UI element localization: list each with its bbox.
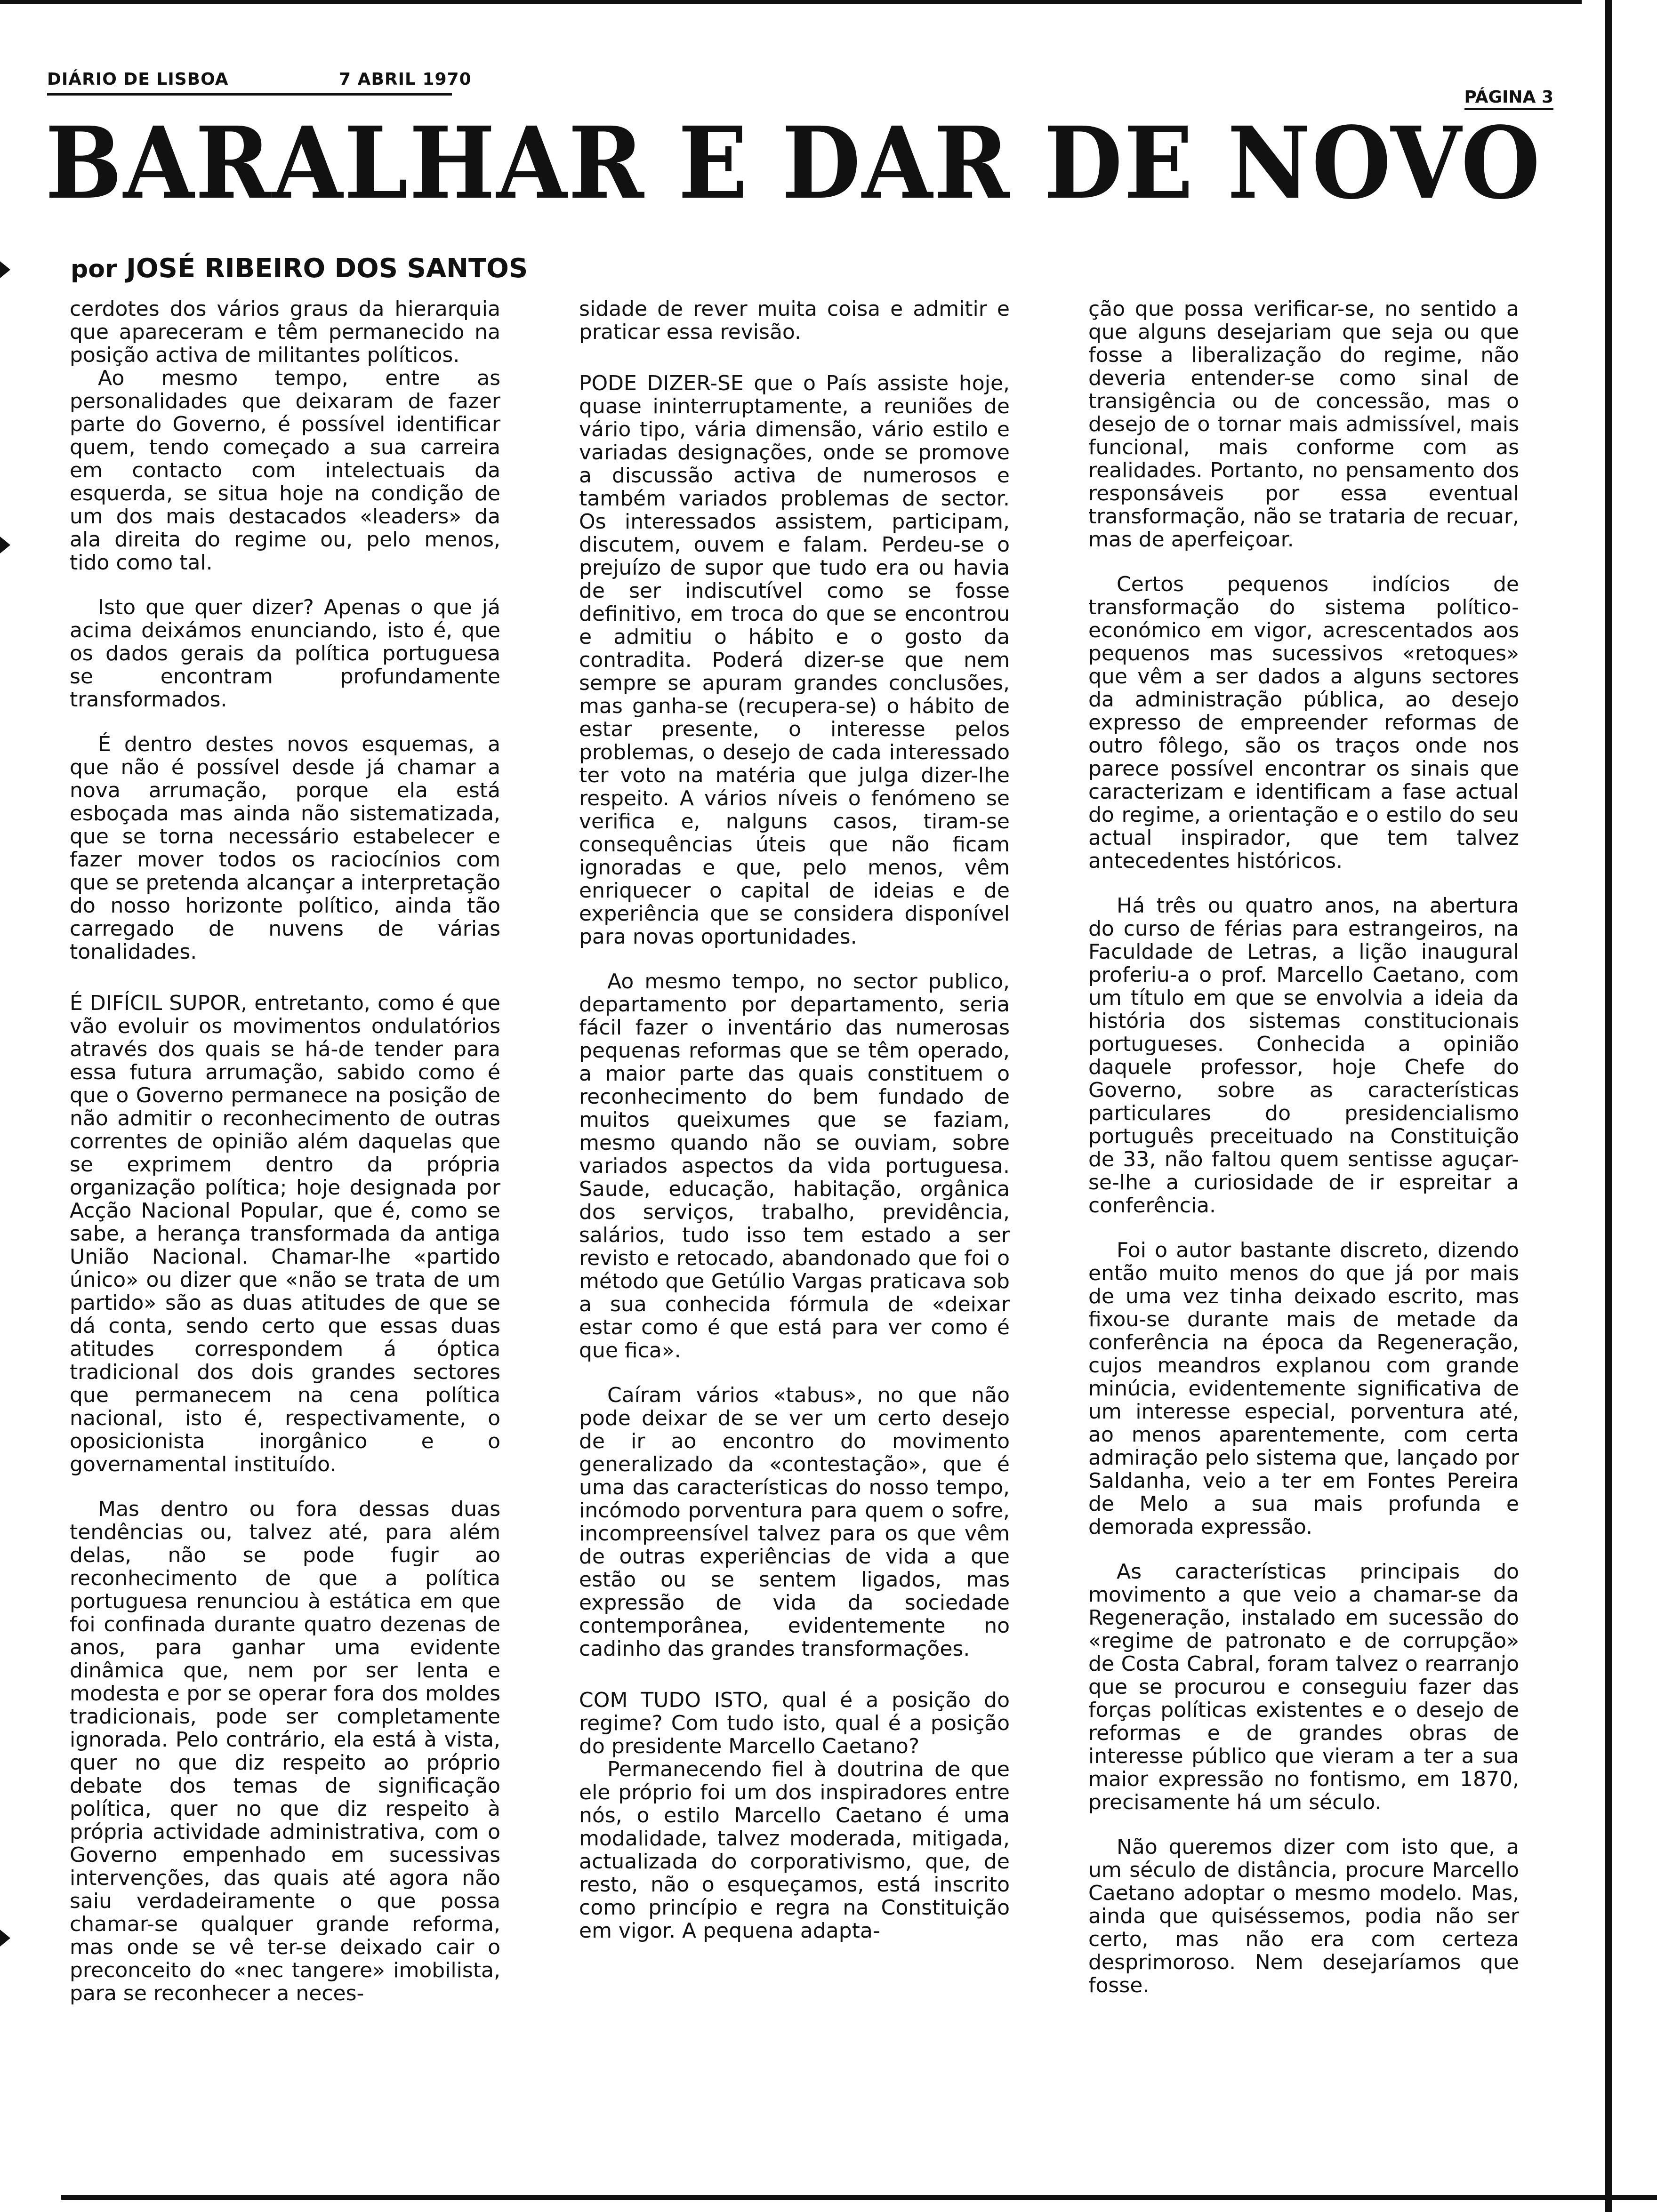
article-paragraph: Foi o autor bastante discreto, dizendo então muito menos do que já por mais de uma vez tinha deixado escrito, mas fixou-se durante mais de metade da conferência na época da Regeneração, cujos meandros explanou com grande minúcia, evidentemente significativa de um interesse especial, porventura até, ao menos aparentemente, com certa admiração pelo sistema que, lançado por Saldanha, veio a ter em Fontes Pereira de Melo a sua mais profunda e demorada expressão. (1088, 1238, 1519, 1539)
scan-edge-bottom (61, 2195, 1657, 2200)
article-paragraph: As características principais do movimento a que veio a chamar-se da Regeneração, instalado em sucessão do «regime de patronato e de corrupção» de Costa Cabral, foram talvez o rearranjo que se procurou e conseguiu fazer das forças políticas existentes e o desejo de reformas e de grandes obras de interesse público que vieram a ter a sua maior expressão no fontismo, em 1870, precisamente há um século. (1088, 1560, 1519, 1814)
article-paragraph: PODE DIZER-SE que o País assiste hoje, quase ininterruptamente, a reuniões de vário tipo, vária dimensão, vário estilo e variadas designações, onde se promove a discussão activa de numerosos e também variados problemas de sector. Os interessados assistem, participam, discutem, ouvem e falam. Perdeu-se o prejuízo de supor que tudo era ou havia de ser indiscutível como se fosse definitivo, em troca do que se encontrou e admitiu o hábito e o gosto da contradita. Poderá dizer-se que nem sempre se apuram grandes conclusões, mas ganha-se (recupera-se) o hábito de estar presente, o interesse pelos problemas, o desejo de cada interessado ter voto na matéria que julga dizer-lhe respeito. A vários níveis o fenómeno se verifica e, nalguns casos, tiram-se consequências úteis que não ficam ignoradas e que, pelo menos, vêm enriquecer o capital de ideias e de experiência que se considera disponível para novas oportunidades. (579, 371, 1010, 949)
headline: BARALHAR E DAR DE NOVO (45, 105, 1542, 221)
scan-edge-top (0, 0, 1582, 4)
article-column-1 (70, 297, 500, 2027)
article-paragraph: Isto que quer dizer? Apenas o que já acima deixámos enunciando, isto é, que os dados gerais da política portuguesa se encontram profundamente transformados. (70, 595, 500, 712)
article-paragraph: Ao mesmo tempo, entre as personalidades que deixaram de fazer parte do Governo, é possível identificar quem, tendo começado a sua carreira em contacto com intelectuais da esquerda, se situa hoje na condição de um dos mais destacados «leaders» da ala direita do regime ou, pelo menos, tido como tal. (70, 366, 500, 575)
article-paragraph: Há três ou quatro anos, na abertura do curso de férias para estrangeiros, na Faculdade de Letras, a lição inaugural proferiu-a o prof. Marcello Caetano, com um título em que se envolvia a ideia da história dos sistemas constitucionais portugueses. Conhecida a opinião daquele professor, hoje Chefe do Governo, sobre as características particulares do presidencialismo português preceituado na Constituição de 33, não faltou quem sentisse aguçar-se-lhe a curiosidade de ir espreitar a conferência. (1088, 894, 1519, 1218)
article-paragraph: Permanecendo fiel à doutrina de que ele próprio foi um dos inspiradores entre nós, o estilo Marcello Caetano é uma modalidade, talvez moderada, mitigada, actualizada do corporativismo, que, de resto, não o esqueçamos, está inscrito como princípio e regra na Constituição em vigor. A pequena adapta- (579, 1757, 1010, 1943)
article-paragraph: sidade de rever muita coisa e admitir e praticar essa revisão. (579, 297, 1010, 344)
margin-marker (0, 261, 10, 278)
byline-prefix: por (71, 255, 117, 283)
article-paragraph: Caíram vários «tabus», no que não pode deixar de se ver um certo desejo de ir ao encontro do movimento generalizado da «contestação», que é uma das características do nosso tempo, incómodo porventura para quem o sofre, incompreensível talvez para os que vêm de outras experiências de vida a que estão ou se sentem ligados, mas expressão de vida da sociedade contemporânea, evidentemente no cadinho das grandes transformações. (579, 1383, 1010, 1661)
article-paragraph: É dentro destes novos esquemas, a que não é possível desde já chamar a nova arrumação, porque ela está esboçada mas ainda não sistematizada, que se torna necessário estabelecer e fazer mover todos os raciocínios com que se pretenda alcançar a interpretação do nosso horizonte político, ainda tão carregado de nuvens de várias tonalidades. (70, 732, 500, 964)
article-column-3 (1088, 297, 1519, 2019)
article-paragraph: É DIFÍCIL SUPOR, entretanto, como é que vão evoluir os movimentos ondulatórios através dos quais se há-de tender para essa futura arrumação, sabido como é que o Governo permanece na posição de não admitir o reconhecimento de outras correntes de opinião além daquelas que se exprimem dentro da própria organização política; hoje designada por Acção Nacional Popular, que é, como se sabe, a herança transformada da antiga União Nacional. Chamar-lhe «partido único» ou dizer que «não se trata de um partido» são as duas atitudes de que se dá conta, sendo certo que essas duas atitudes correspondem á óptica tradicional dos dois grandes sectores que permanecem na cena política nacional, isto é, respectivamente, o oposicionista inorgânico e o governamental instituído. (70, 991, 500, 1476)
article-paragraph: COM TUDO ISTO, qual é a posição do regime? Com tudo isto, qual é a posição do presidente Marcello Caetano? (579, 1688, 1010, 1758)
article-column-2 (579, 297, 1010, 1964)
article-paragraph: Certos pequenos indícios de transformação do sistema político-económico em vigor, acrescentados aos pequenos mas sucessivos «retoques» que vêm a ser dados a alguns sectores da administração pública, ao desejo expresso de empreender reformas de outro fôlego, são os traços onde nos parece possível encontrar os sinais que caracterizam e identificam a fase actual do regime, a orientação e o estilo do seu actual inspirador, que tem talvez antecedentes históricos. (1088, 572, 1519, 873)
margin-marker (0, 1930, 10, 1947)
masthead-paper-name: DIÁRIO DE LISBOA (47, 70, 229, 89)
article-paragraph: Não queremos dizer com isto que, a um século de distância, procure Marcello Caetano adoptar o mesmo modelo. Mas, ainda que quiséssemos, podia não ser certo, mas não era com certeza desprimoroso. Nem desejaríamos que fosse. (1088, 1835, 1519, 1997)
page-number: PÁGINA 3 (1464, 88, 1553, 110)
scan-edge-right (1605, 0, 1612, 2212)
margin-marker (0, 537, 10, 553)
byline-author: JOSÉ RIBEIRO DOS SANTOS (126, 253, 528, 284)
byline (71, 253, 528, 284)
article-paragraph: cerdotes dos vários graus da hierarquia que apareceram e têm permanecido na posição activa de militantes políticos. (70, 297, 500, 367)
article-paragraph: ção que possa verificar-se, no sentido a que alguns desejariam que seja ou que fosse a liberalização do regime, não deveria entender-se como sinal de transigência ou de concessão, mas o desejo de o tornar mais admissível, mais funcional, mais conforme com as realidades. Portanto, no pensamento dos responsáveis por essa eventual transformação, não se trataria de recuar, mas de aperfeiçoar. (1088, 297, 1519, 552)
article-paragraph: Ao mesmo tempo, no sector publico, departamento por departamento, seria fácil fazer o inventário das numerosas pequenas reformas que se têm operado, a maior parte das quais constituem o reconhecimento do bem fundado de muitos queixumes que se faziam, mesmo quando não se ouviam, sobre variados aspectos da vida portuguesa. Saude, educação, habitação, orgânica dos serviços, trabalho, previdência, salários, tudo isso tem estado a ser revisto e retocado, abandonado que foi o método que Getúlio Vargas praticava sob a sua conhecida fórmula de «deixar estar como é que está para ver como é que fica». (579, 970, 1010, 1362)
masthead-rule (47, 93, 452, 96)
article-paragraph: Mas dentro ou fora dessas duas tendências ou, talvez até, para além delas, não se pode fugir ao reconhecimento de que a política portuguesa renunciou à estática em que foi confinada durante quatro dezenas de anos, para ganhar uma evidente dinâmica que, nem por ser lenta e modesta e por se operar fora dos moldes tradicionais, pode ser completamente ignorada. Pelo contrário, ela está à vista, quer no que diz respeito ao próprio debate dos temas de significação política, quer no que diz respeito à própria actividade administrativa, com o Governo empenhado em sucessivas intervenções, das quais até agora não saiu verdadeiramente o que possa chamar-se qualquer grande reforma, mas onde se vê ter-se deixado cair o preconceito do «nec tangere» imobilista, para se reconhecer a neces- (70, 1497, 500, 2005)
masthead-date: 7 ABRIL 1970 (339, 70, 472, 89)
